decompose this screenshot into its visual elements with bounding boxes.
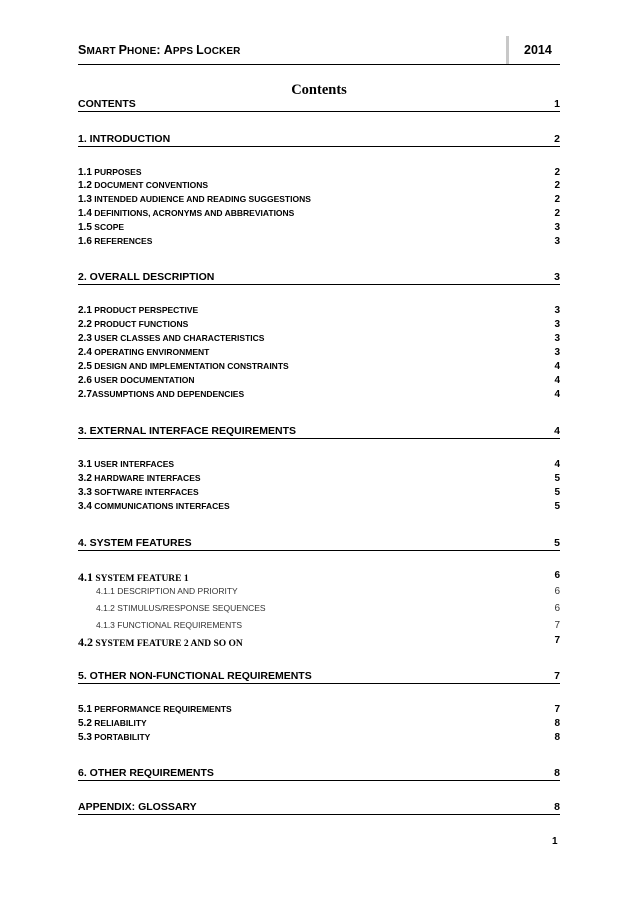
page-number: 1: [552, 836, 558, 847]
toc-entry[interactable]: 2.6 USER DOCUMENTATION 4: [78, 375, 560, 386]
document-title: SMART PHONE: APPS LOCKER: [78, 43, 241, 57]
toc-entry[interactable]: 2.4 OPERATING ENVIRONMENT 3: [78, 347, 560, 358]
toc-entry[interactable]: 3.3 SOFTWARE INTERFACES 5: [78, 487, 560, 498]
toc-entry-introduction[interactable]: 1. INTRODUCTION 2: [78, 133, 560, 145]
page-header: [78, 36, 560, 64]
toc-entry[interactable]: 1.4 DEFINITIONS, ACRONYMS AND ABBREVIATIONS 2: [78, 208, 560, 219]
toc-entry[interactable]: 4.1.1 DESCRIPTION AND PRIORITY 6: [96, 586, 560, 597]
toc-entry-appendix-glossary[interactable]: APPENDIX: GLOSSARY 8: [78, 801, 560, 813]
header-rule: [78, 64, 560, 65]
toc-entry[interactable]: 4.1.2 STIMULUS/RESPONSE SEQUENCES 6: [96, 603, 560, 614]
toc-entry[interactable]: 1.3 INTENDED AUDIENCE AND READING SUGGESTIONS 2: [78, 194, 560, 205]
toc-entry[interactable]: 2.2 PRODUCT FUNCTIONS 3: [78, 319, 560, 330]
toc-entry[interactable]: 5.2 RELIABILITY 8: [78, 718, 560, 729]
toc-entry[interactable]: 3.1 USER INTERFACES 4: [78, 459, 560, 470]
toc-entry[interactable]: 2.3 USER CLASSES AND CHARACTERISTICS 3: [78, 333, 560, 344]
toc-entry-system-features[interactable]: 4. SYSTEM FEATURES 5: [78, 537, 560, 549]
toc-entry[interactable]: 1.5 SCOPE 3: [78, 222, 560, 233]
toc-entry[interactable]: 2.7ASSUMPTIONS AND DEPENDENCIES 4: [78, 389, 560, 400]
toc-entry[interactable]: 4.1.3 FUNCTIONAL REQUIREMENTS 7: [96, 620, 560, 631]
toc-entry[interactable]: 5.3 PORTABILITY 8: [78, 732, 560, 743]
toc-entry-overall-description[interactable]: 2. OVERALL DESCRIPTION 3: [78, 271, 560, 283]
toc-entry-system-feature-1[interactable]: 4.1 SYSTEM FEATURE 1 6: [78, 570, 560, 584]
header-separator: [506, 36, 509, 64]
toc-entry[interactable]: 3.4 COMMUNICATIONS INTERFACES 5: [78, 501, 560, 512]
toc-entry[interactable]: 5.1 PERFORMANCE REQUIREMENTS 7: [78, 704, 560, 715]
toc-entry-system-feature-2[interactable]: 4.2 SYSTEM FEATURE 2 AND SO ON 7: [78, 635, 560, 649]
contents-heading: Contents: [291, 82, 347, 98]
toc-entry-external-interface-requirements[interactable]: 3. EXTERNAL INTERFACE REQUIREMENTS 4: [78, 425, 560, 437]
toc-entry-other-requirements[interactable]: 6. OTHER REQUIREMENTS 8: [78, 767, 560, 779]
toc-entry-contents[interactable]: CONTENTS 1: [78, 98, 560, 110]
toc-entry[interactable]: 1.6 REFERENCES 3: [78, 236, 560, 247]
toc-entry[interactable]: 2.1 PRODUCT PERSPECTIVE 3: [78, 305, 560, 316]
toc-entry[interactable]: 3.2 HARDWARE INTERFACES 5: [78, 473, 560, 484]
document-year: 2014: [524, 43, 552, 57]
toc-entry[interactable]: 1.2 DOCUMENT CONVENTIONS 2: [78, 180, 560, 191]
toc-entry[interactable]: 1.1 PURPOSES 2: [78, 167, 560, 178]
toc-entry[interactable]: 2.5 DESIGN AND IMPLEMENTATION CONSTRAINTS 4: [78, 361, 560, 372]
toc-entry-non-functional-requirements[interactable]: 5. OTHER NON-FUNCTIONAL REQUIREMENTS 7: [78, 670, 560, 682]
